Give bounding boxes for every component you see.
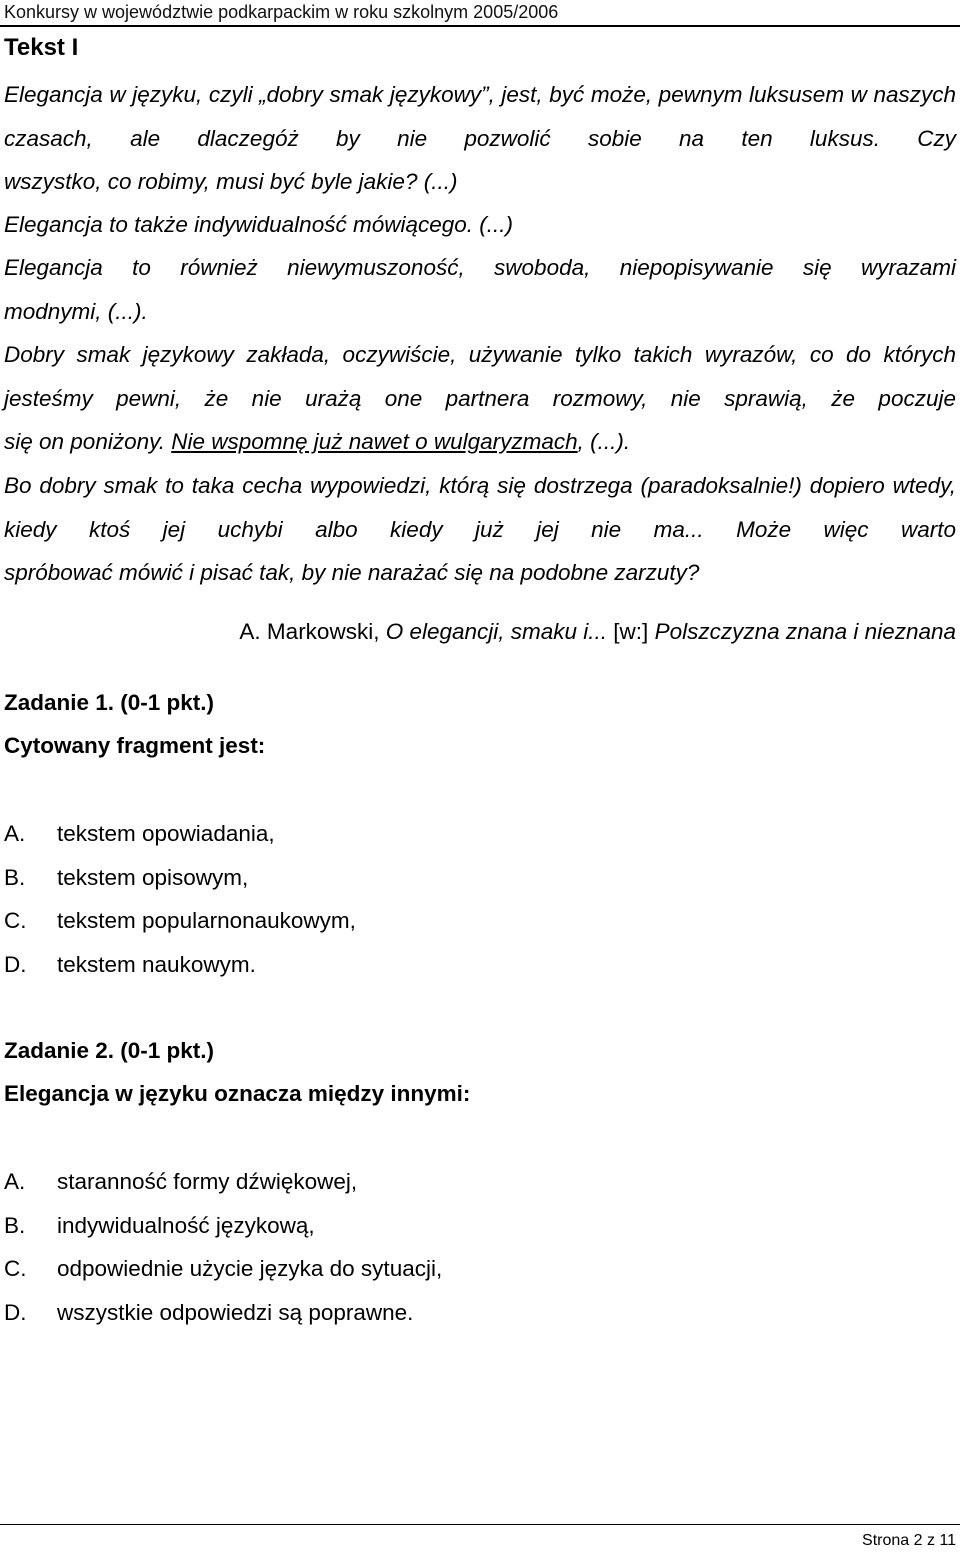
paragraph-4-last-a: się on poniżony.: [4, 429, 172, 454]
task-1-answer-c: [4, 899, 356, 943]
answer-letter: D.: [4, 1300, 27, 1325]
header-text: Konkursy w województwie podkarpackim w roku szkolnym 2005/2006: [4, 2, 559, 22]
citation-title: O elegancji, smaku i...: [385, 619, 608, 644]
task-1-answer-a: [4, 812, 275, 856]
task-2-answer-a: [4, 1160, 357, 1204]
paragraph-1-last-line: wszystko, co robimy, musi być byle jakie? (...): [4, 169, 458, 194]
paragraph-3-last-line: modnymi, (...).: [4, 299, 148, 324]
answer-text: staranność formy dźwiękowej,: [57, 1169, 358, 1194]
task-2-question: Elegancja w języku oznacza między innymi:: [4, 1081, 471, 1106]
answer-text: tekstem popularnonaukowym,: [57, 908, 356, 933]
footer-divider: [0, 1524, 960, 1525]
paragraph-3: Elegancja to również niewymuszoność, swoboda, niepopisywanie się wyrazami: [4, 255, 956, 280]
citation-source: Polszczyzna znana i nieznana: [654, 619, 956, 644]
task-1-answer-b: [4, 856, 248, 900]
answer-text: tekstem opisowym,: [57, 865, 249, 890]
answer-letter: C.: [4, 1256, 27, 1281]
task-1-answer-d: [4, 943, 256, 987]
paragraph-4-last-b: , (...).: [577, 429, 631, 454]
paragraph-4: Dobry smak językowy zakłada, oczywiście, używanie tylko takich wyrazów, co do których jesteśmy pewni, że nie urażą one partnera rozmowy, nie sprawią, że poczuje: [4, 342, 956, 411]
task-1-question: Cytowany fragment jest:: [4, 733, 266, 758]
answer-letter: D.: [4, 952, 27, 977]
task-2-answer-b: [4, 1204, 315, 1248]
underlined-phrase: Nie wspomnę już nawet o wulgaryzmach: [171, 429, 578, 454]
answer-text: indywidualność językową,: [57, 1213, 315, 1238]
page-number: Strona 2 z 11: [862, 1532, 956, 1549]
citation-author: A. Markowski,: [239, 619, 386, 644]
page-header: [0, 0, 960, 27]
task-2-answer-d: [4, 1291, 413, 1335]
answer-text: tekstem naukowym.: [57, 952, 256, 977]
answer-letter: A.: [4, 821, 26, 846]
header-divider: [0, 25, 960, 27]
task-2-answer-c: [4, 1247, 442, 1291]
answer-letter: B.: [4, 1213, 26, 1238]
paragraph-4-last-line: [4, 420, 956, 464]
answer-letter: B.: [4, 865, 26, 890]
answer-text: tekstem opowiadania,: [57, 821, 275, 846]
page-title: Tekst I: [4, 34, 79, 61]
answer-text: odpowiednie użycie języka do sytuacji,: [57, 1256, 443, 1281]
paragraph-5: Bo dobry smak to taka cecha wypowiedzi, którą się dostrzega (paradoksalnie!) dopiero wtedy, kiedy ktoś jej uchybi albo kiedy już jej nie ma... Może więc warto: [4, 473, 956, 542]
paragraph-2: Elegancja to także indywidualność mówiącego. (...): [4, 212, 514, 237]
answer-letter: C.: [4, 908, 27, 933]
citation-in: [w:]: [607, 619, 655, 644]
answer-letter: A.: [4, 1169, 26, 1194]
citation: [239, 610, 956, 654]
paragraph-5-last-line: spróbować mówić i pisać tak, by nie narażać się na podobne zarzuty?: [4, 560, 700, 585]
paragraph-1: Elegancja w języku, czyli „dobry smak językowy”, jest, być może, pewnym luksusem w naszych czasach, ale dlaczegóż by nie pozwolić sobie na ten luksus. Czy: [4, 82, 956, 151]
task-1-heading: Zadanie 1. (0-1 pkt.): [4, 690, 215, 715]
task-2-heading: Zadanie 2. (0-1 pkt.): [4, 1038, 215, 1063]
answer-text: wszystkie odpowiedzi są poprawne.: [57, 1300, 414, 1325]
